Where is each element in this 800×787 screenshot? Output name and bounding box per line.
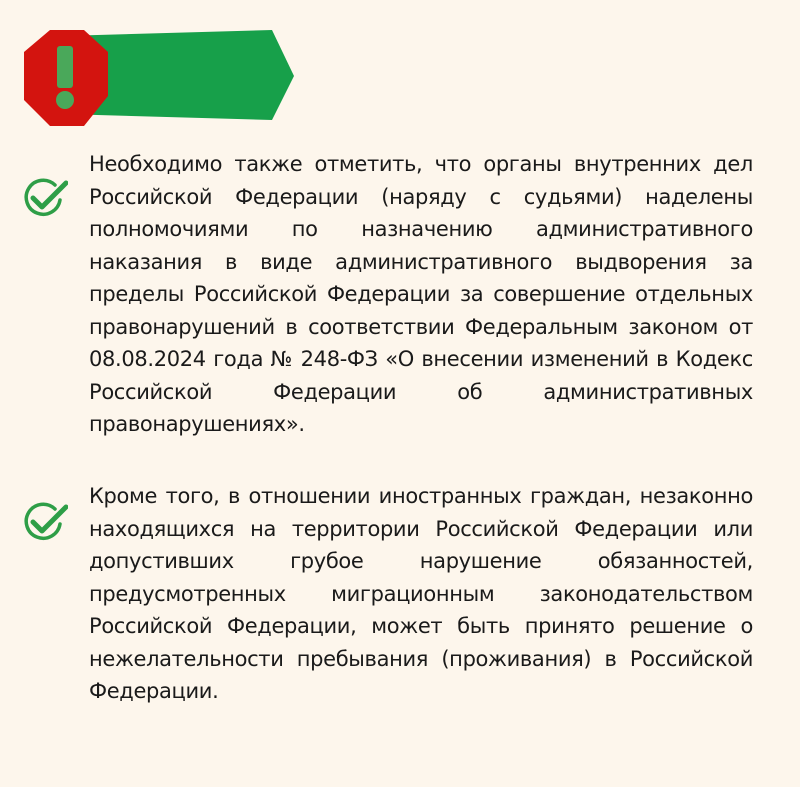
warning-banner <box>22 28 294 128</box>
paragraph-text: Необходимо также отметить, что органы внутренних дел Российской Федерации (наряду с судьями) наделены полномочиями по назначению административного наказания в виде административного выдворения за пределы Российской Федерации за совершение отдельных правонарушений в соответствии Федеральным законом от 08.08.2024 года № 248-ФЗ «О внесении изменений в Кодекс Российской Федерации об административных правонарушениях». <box>89 152 753 436</box>
warning-banner-graphic <box>22 28 294 128</box>
check-circle-icon <box>22 502 68 542</box>
exclamation-icon <box>56 46 74 109</box>
paragraph-text: Кроме того, в отношении иностранных граждан, незаконно находящихся на территории Российской Федерации или допустивших грубое нарушение обязанностей, предусмотренных миграционным законодательством Российской Федерации, может быть принято решение о нежелательности пребывания (проживания) в Российской Федерации. <box>89 484 753 703</box>
check-circle-icon <box>22 178 68 218</box>
